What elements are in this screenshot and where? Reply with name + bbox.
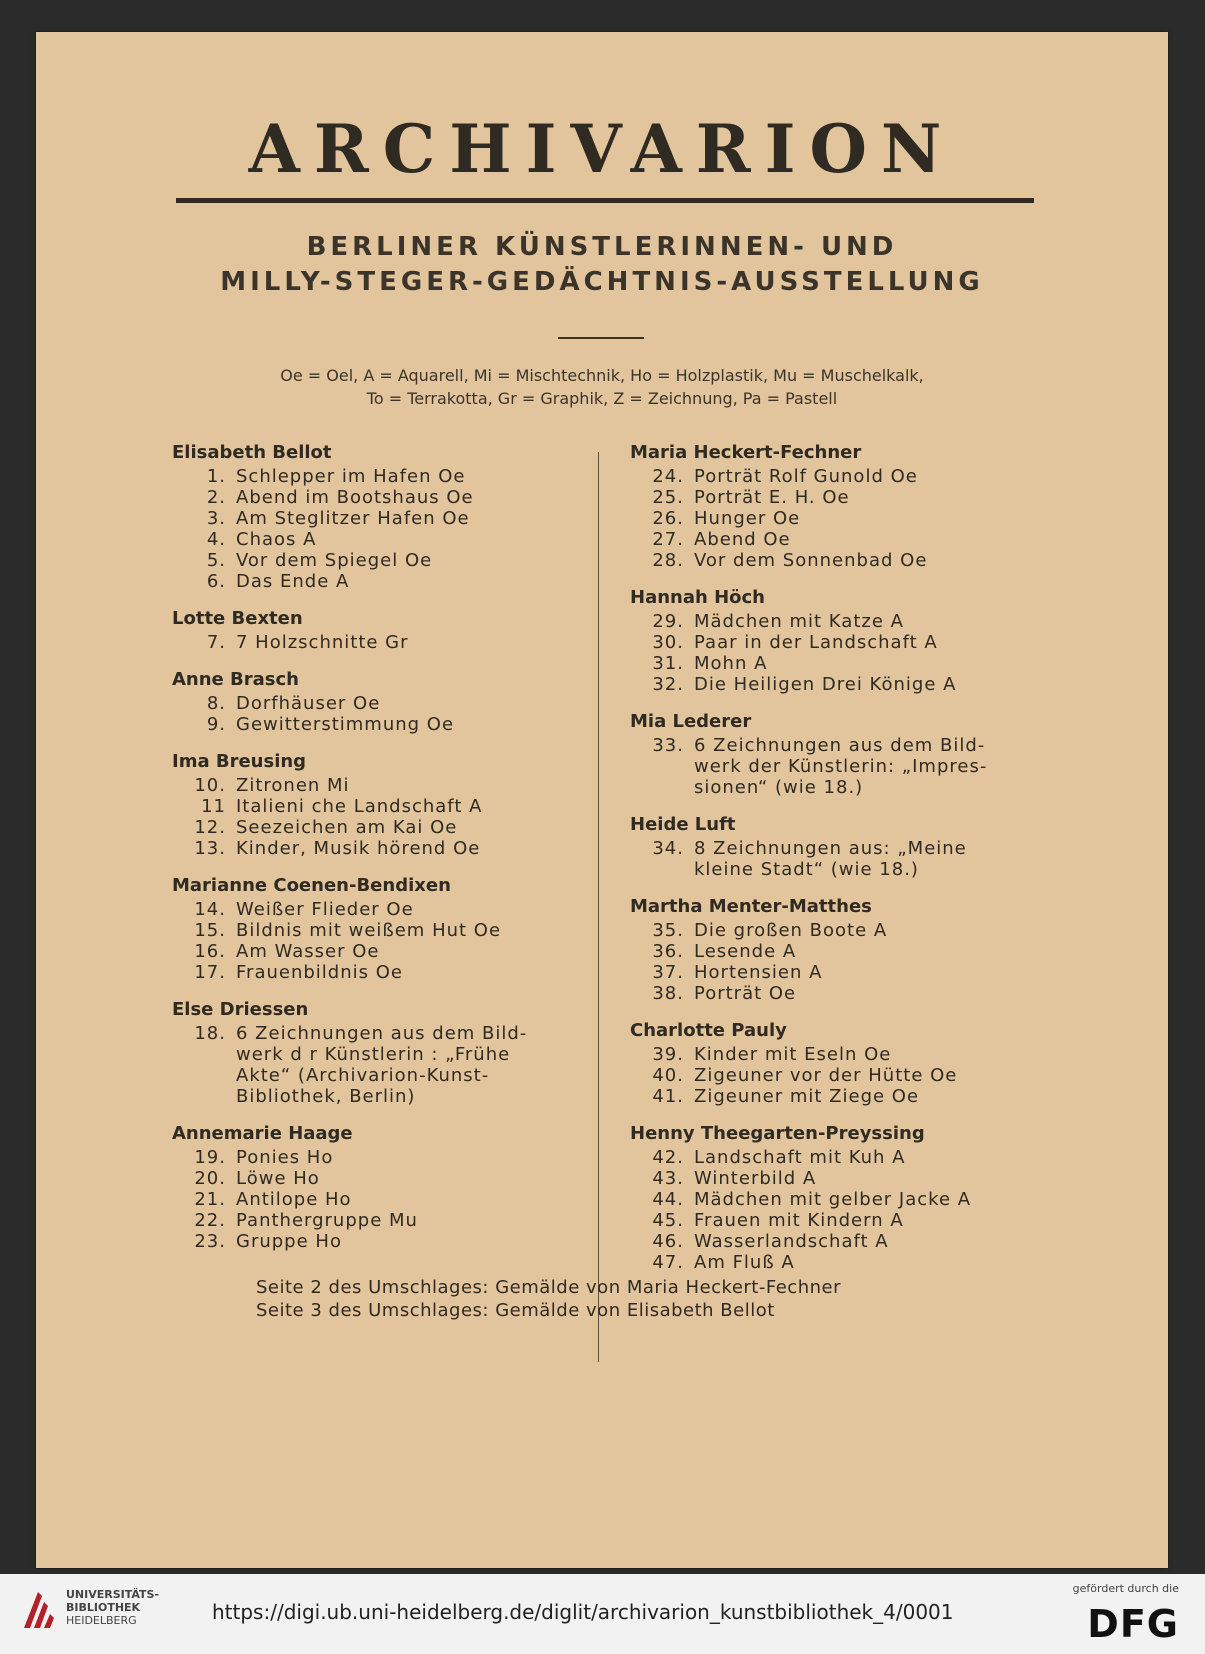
- work-number: 40.: [652, 1065, 684, 1086]
- work-number: 20.: [194, 1168, 226, 1189]
- work-title: Frauen mit Kindern A: [694, 1210, 904, 1231]
- work-item: [630, 653, 1070, 674]
- artist-entry: [630, 1121, 1070, 1273]
- work-item: [172, 1023, 592, 1107]
- library-name-line-1: UNIVERSITÄTS-: [66, 1588, 160, 1601]
- artist-name: Martha Menter-Matthes: [630, 896, 872, 917]
- work-number: 13.: [194, 838, 226, 859]
- work-title: Dorfhäuser Oe: [236, 693, 381, 714]
- work-number: 23.: [194, 1231, 226, 1252]
- work-item: [630, 1147, 1070, 1168]
- work-number: 46.: [652, 1231, 684, 1252]
- work-title: Bildnis mit weißem Hut Oe: [236, 920, 502, 941]
- work-title: Vor dem Spiegel Oe: [236, 550, 433, 571]
- work-title: Gruppe Ho: [236, 1231, 342, 1252]
- work-item: [630, 1189, 1070, 1210]
- work-title: Lesende A: [694, 941, 797, 962]
- work-item: [630, 508, 1070, 529]
- work-number: 19.: [194, 1147, 226, 1168]
- library-name: [66, 1588, 159, 1627]
- work-item: [630, 1086, 1070, 1107]
- artist-entry: [172, 440, 592, 592]
- work-title: Mohn A: [694, 653, 768, 674]
- left-column: [172, 440, 592, 1266]
- work-title: 7 Holzschnitte Gr: [236, 632, 409, 653]
- work-title: Porträt E. H. Oe: [694, 487, 850, 508]
- work-item: [172, 571, 592, 592]
- legend-line-1: Oe = Oel, A = Aquarell, Mi = Mischtechnik, Ho = Holzplastik, Mu = Muschelkalk,: [280, 366, 924, 385]
- library-name-line-2: BIBLIOTHEK: [66, 1601, 141, 1614]
- work-item: [630, 920, 1070, 941]
- work-number: 5.: [206, 550, 226, 571]
- artist-entry: [630, 812, 1070, 880]
- work-number: 33.: [652, 735, 684, 756]
- work-title: Abend im Bootshaus Oe: [236, 487, 474, 508]
- work-title: Frauenbildnis Oe: [236, 962, 403, 983]
- work-title: Antilope Ho: [236, 1189, 352, 1210]
- work-item: [172, 920, 592, 941]
- work-title: Die großen Boote A: [694, 920, 888, 941]
- work-item: [172, 487, 592, 508]
- work-item: [172, 508, 592, 529]
- work-number: 29.: [652, 611, 684, 632]
- subtitle-line-1: BERLINER KÜNSTLERINNEN- UND: [306, 232, 898, 262]
- cover-note-page-3: Seite 3 des Umschlages: Gemälde von Elisabeth Bellot: [256, 1300, 775, 1321]
- work-number: 41.: [652, 1086, 684, 1107]
- work-title: Porträt Rolf Gunold Oe: [694, 466, 918, 487]
- work-title: Die Heiligen Drei Könige A: [694, 674, 957, 695]
- work-number: 31.: [652, 653, 684, 674]
- work-number: 3.: [206, 508, 226, 529]
- work-number: 10.: [194, 775, 226, 796]
- subtitle-rule: [558, 337, 644, 339]
- work-item: [630, 962, 1070, 983]
- work-number: 21.: [194, 1189, 226, 1210]
- work-number: 42.: [652, 1147, 684, 1168]
- work-number: 14.: [194, 899, 226, 920]
- work-title: Mädchen mit Katze A: [694, 611, 904, 632]
- work-title: Schlepper im Hafen Oe: [236, 466, 466, 487]
- work-title: Gewitterstimmung Oe: [236, 714, 455, 735]
- work-item: [172, 899, 592, 920]
- work-item: [630, 1252, 1070, 1273]
- work-item: [630, 941, 1070, 962]
- subtitle-line-2: MILLY-STEGER-GEDÄCHTNIS-AUSSTELLUNG: [220, 267, 984, 297]
- artist-entry: [630, 709, 1070, 798]
- work-number: 38.: [652, 983, 684, 1004]
- work-title: Wasserlandschaft A: [694, 1231, 889, 1252]
- work-item: [630, 735, 1070, 798]
- work-number: 18.: [194, 1023, 226, 1044]
- work-item: [172, 796, 592, 817]
- dfg-logo[interactable]: DFG: [1087, 1602, 1179, 1646]
- work-number: 32.: [652, 674, 684, 695]
- artist-entry: [172, 997, 592, 1107]
- work-item: [630, 550, 1070, 571]
- work-title: Kinder, Musik hörend Oe: [236, 838, 481, 859]
- work-item: [630, 1231, 1070, 1252]
- masthead-rule: [176, 198, 1034, 203]
- work-item: [172, 714, 592, 735]
- work-number: 25.: [652, 487, 684, 508]
- work-title: 6 Zeichnungen aus dem Bild- werk d r Künstlerin : „Frühe Akte“ (Archivarion-Kunst- Bibliothek, Berlin): [236, 1023, 528, 1107]
- work-item: [630, 1168, 1070, 1189]
- work-title: Das Ende A: [236, 571, 350, 592]
- work-number: 24.: [652, 466, 684, 487]
- work-number: 9.: [206, 714, 226, 735]
- university-library-logo-icon[interactable]: [20, 1588, 56, 1634]
- work-number: 7.: [206, 632, 226, 653]
- work-item: [172, 1210, 592, 1231]
- work-item: [172, 817, 592, 838]
- work-item: [172, 941, 592, 962]
- work-item: [172, 1231, 592, 1252]
- work-number: 15.: [194, 920, 226, 941]
- work-item: [172, 632, 592, 653]
- artist-entry: [172, 749, 592, 859]
- work-item: [630, 838, 1070, 880]
- work-title: Weißer Flieder Oe: [236, 899, 414, 920]
- work-number: 16.: [194, 941, 226, 962]
- work-title: Hortensien A: [694, 962, 823, 983]
- funded-by-caption: gefördert durch die: [1072, 1582, 1179, 1595]
- work-number: 8.: [206, 693, 226, 714]
- artist-name: Anne Brasch: [172, 669, 299, 690]
- work-item: [630, 1065, 1070, 1086]
- work-number: 28.: [652, 550, 684, 571]
- artist-name: Mia Lederer: [630, 711, 752, 732]
- work-number: 43.: [652, 1168, 684, 1189]
- cover-note-page-2: Seite 2 des Umschlages: Gemälde von Maria Heckert-Fechner: [256, 1277, 841, 1298]
- column-divider: [598, 452, 599, 1362]
- work-title: Chaos A: [236, 529, 317, 550]
- work-number: 44.: [652, 1189, 684, 1210]
- work-title: Porträt Oe: [694, 983, 797, 1004]
- work-number: 6.: [206, 571, 226, 592]
- work-title: Paar in der Landschaft A: [694, 632, 938, 653]
- work-title: Mädchen mit gelber Jacke A: [694, 1189, 972, 1210]
- work-title: Am Steglitzer Hafen Oe: [236, 508, 470, 529]
- work-title: Hunger Oe: [694, 508, 801, 529]
- artist-entry: [630, 1018, 1070, 1107]
- work-number: 37.: [652, 962, 684, 983]
- artist-name: Hannah Höch: [630, 587, 765, 608]
- work-number: 12.: [194, 817, 226, 838]
- document-url-link[interactable]: https://digi.ub.uni-heidelberg.de/diglit/archivarion_kunstbibliothek_4/0001: [212, 1600, 954, 1624]
- work-number: 4.: [206, 529, 226, 550]
- right-column: [630, 440, 1070, 1287]
- work-number: 36.: [652, 941, 684, 962]
- work-title: Am Wasser Oe: [236, 941, 380, 962]
- work-title: Zitronen Mi: [236, 775, 350, 796]
- work-title: Seezeichen am Kai Oe: [236, 817, 458, 838]
- work-item: [172, 1168, 592, 1189]
- work-item: [630, 1210, 1070, 1231]
- work-number: 1.: [206, 466, 226, 487]
- work-item: [172, 550, 592, 571]
- artist-entry: [630, 585, 1070, 695]
- work-title: Landschaft mit Kuh A: [694, 1147, 906, 1168]
- artist-name: Marianne Coenen-Bendixen: [172, 875, 451, 896]
- work-item: [630, 1044, 1070, 1065]
- work-title: Italieni che Landschaft A: [236, 796, 483, 817]
- work-title: Am Fluß A: [694, 1252, 795, 1273]
- work-item: [172, 962, 592, 983]
- work-number: 2.: [206, 487, 226, 508]
- artist-name: Heide Luft: [630, 814, 736, 835]
- work-item: [630, 632, 1070, 653]
- work-number: 30.: [652, 632, 684, 653]
- work-number: 22.: [194, 1210, 226, 1231]
- artist-name: Else Driessen: [172, 999, 309, 1020]
- artist-entry: [172, 606, 592, 653]
- work-number: 26.: [652, 508, 684, 529]
- work-title: Kinder mit Eseln Oe: [694, 1044, 892, 1065]
- work-item: [630, 529, 1070, 550]
- artist-entry: [630, 894, 1070, 1004]
- artist-entry: [630, 440, 1070, 571]
- artist-name: Elisabeth Bellot: [172, 442, 332, 463]
- work-title: Panthergruppe Mu: [236, 1210, 418, 1231]
- viewer-footer-bar: [0, 1574, 1205, 1654]
- artist-name: Charlotte Pauly: [630, 1020, 787, 1041]
- work-title: 6 Zeichnungen aus dem Bild- werk der Künstlerin: „Impres- sionen“ (wie 18.): [694, 735, 988, 798]
- work-number: 35.: [652, 920, 684, 941]
- legend-line-2: To = Terrakotta, Gr = Graphik, Z = Zeichnung, Pa = Pastell: [366, 389, 838, 408]
- masthead-title: ARCHIVARION: [248, 110, 956, 188]
- artist-name: Henny Theegarten-Preyssing: [630, 1123, 925, 1144]
- work-title: Winterbild A: [694, 1168, 817, 1189]
- library-name-line-3: HEIDELBERG: [66, 1614, 137, 1627]
- work-item: [172, 838, 592, 859]
- artist-entry: [172, 1121, 592, 1252]
- work-title: Ponies Ho: [236, 1147, 334, 1168]
- work-number: 11: [201, 796, 226, 817]
- work-number: 27.: [652, 529, 684, 550]
- artist-name: Lotte Bexten: [172, 608, 303, 629]
- work-item: [172, 1147, 592, 1168]
- work-number: 39.: [652, 1044, 684, 1065]
- work-title: Löwe Ho: [236, 1168, 320, 1189]
- artist-name: Annemarie Haage: [172, 1123, 353, 1144]
- work-item: [172, 1189, 592, 1210]
- work-item: [630, 611, 1070, 632]
- work-item: [172, 529, 592, 550]
- work-title: Vor dem Sonnenbad Oe: [694, 550, 928, 571]
- catalogue-page: [36, 32, 1168, 1568]
- work-number: 17.: [194, 962, 226, 983]
- work-number: 34.: [652, 838, 684, 859]
- work-item: [630, 983, 1070, 1004]
- work-title: Abend Oe: [694, 529, 791, 550]
- work-item: [630, 674, 1070, 695]
- artist-name: Ima Breusing: [172, 751, 307, 772]
- work-item: [172, 466, 592, 487]
- artist-name: Maria Heckert-Fechner: [630, 442, 862, 463]
- work-number: 45.: [652, 1210, 684, 1231]
- artist-entry: [172, 667, 592, 735]
- work-title: Zigeuner vor der Hütte Oe: [694, 1065, 958, 1086]
- work-item: [172, 775, 592, 796]
- work-item: [630, 466, 1070, 487]
- work-item: [172, 693, 592, 714]
- work-title: 8 Zeichnungen aus: „Meine kleine Stadt“ (wie 18.): [694, 838, 967, 880]
- work-title: Zigeuner mit Ziege Oe: [694, 1086, 920, 1107]
- work-item: [630, 487, 1070, 508]
- artist-entry: [172, 873, 592, 983]
- work-number: 47.: [652, 1252, 684, 1273]
